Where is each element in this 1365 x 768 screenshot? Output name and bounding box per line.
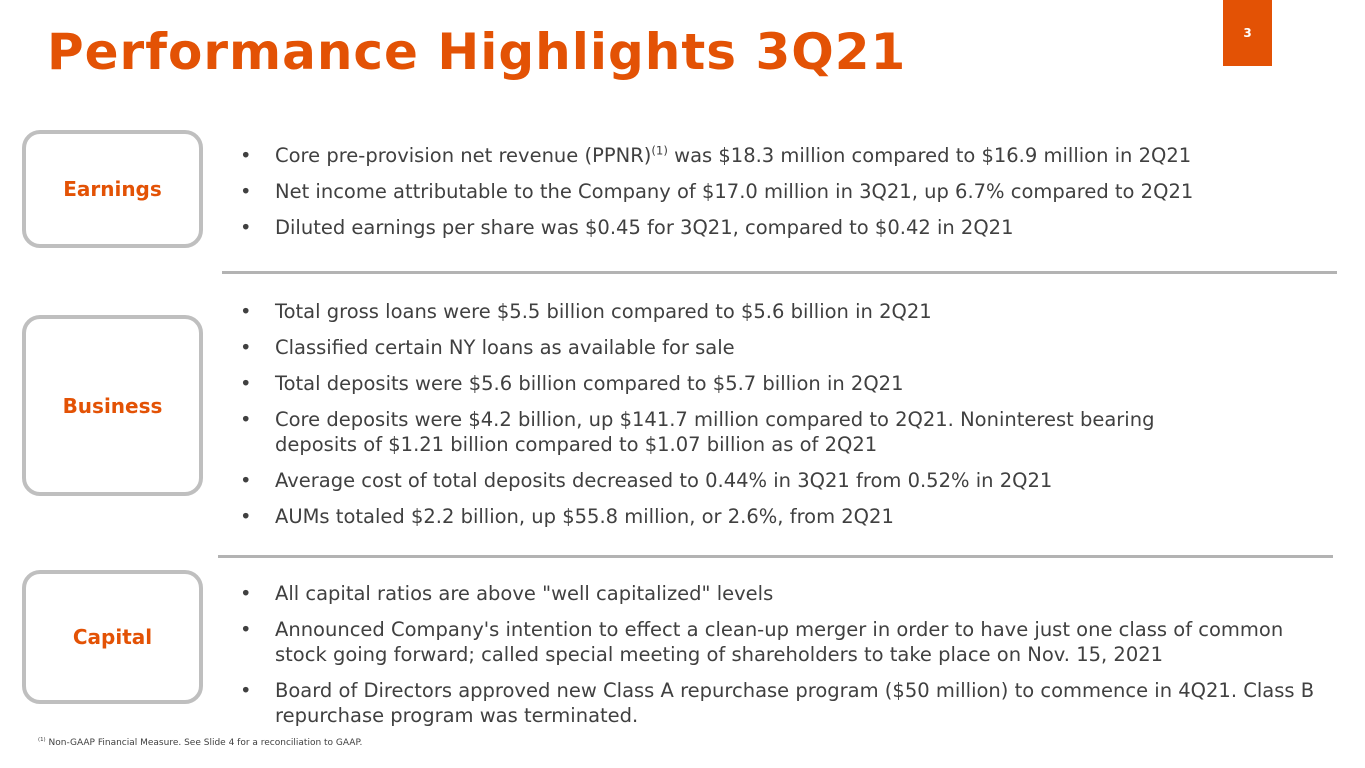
list-item: • Total deposits were $5.6 billion compared to $5.7 billion in 2Q21 xyxy=(240,371,1350,396)
section-divider xyxy=(222,271,1337,274)
list-item: • Core pre-provision net revenue (PPNR)$^{(1)}$ was $18.3 million compared to $16.9 million in 2Q21 xyxy=(240,143,1350,168)
list-item: • Board of Directors approved new Class A repurchase program ($50 million) to commence in 4Q21. Class B repurchase program was terminated. xyxy=(240,678,1315,728)
section-divider xyxy=(218,555,1333,558)
earnings-label: Earnings xyxy=(63,177,162,201)
capital-label-box xyxy=(22,570,203,704)
list-item: • Net income attributable to the Company of $17.0 million in 3Q21, up 6.7% compared to 2Q21 xyxy=(240,179,1350,204)
list-item: • Average cost of total deposits decreased to 0.44% in 3Q21 from 0.52% in 2Q21 xyxy=(240,468,1350,493)
list-item: • AUMs totaled $2.2 billion, up $55.8 million, or 2.6%, from 2Q21 xyxy=(240,504,1350,529)
capital-bullet-list xyxy=(240,581,1350,728)
page-number-badge: 3 xyxy=(1223,0,1272,66)
business-label-box xyxy=(22,315,203,496)
earnings-label-box xyxy=(22,130,203,248)
business-label: Business xyxy=(62,393,163,418)
page-title: Performance Highlights 3Q21 xyxy=(47,23,907,81)
capital-label: Capital xyxy=(72,625,153,649)
footnote-marker: (1) xyxy=(651,143,668,158)
footnote: $^{(1)}$ Non-GAAP Financial Measure. See Slide 4 for a reconciliation to GAAP. xyxy=(38,737,363,748)
list-item: • Classified certain NY loans as available for sale xyxy=(240,335,1350,360)
list-item: • Diluted earnings per share was $0.45 for 3Q21, compared to $0.42 in 2Q21 xyxy=(240,215,1350,240)
list-item: • Total gross loans were $5.5 billion compared to $5.6 billion in 2Q21 xyxy=(240,299,1350,324)
list-item: • Core deposits were $4.2 billion, up $141.7 million compared to 2Q21. Noninterest bearing deposits of $1.21 billion compared to $1.07 billion as of 2Q21 xyxy=(240,407,1235,457)
list-item: • All capital ratios are above "well capitalized" levels xyxy=(240,581,1350,606)
footnote-marker: (1) xyxy=(38,737,46,743)
business-bullet-list xyxy=(240,299,1350,529)
list-item: • Announced Company's intention to effect a clean-up merger in order to have just one class of common stock going forward; called special meeting of shareholders to take place on Nov. 15, 2021 xyxy=(240,617,1335,667)
earnings-bullet-list xyxy=(240,143,1350,240)
